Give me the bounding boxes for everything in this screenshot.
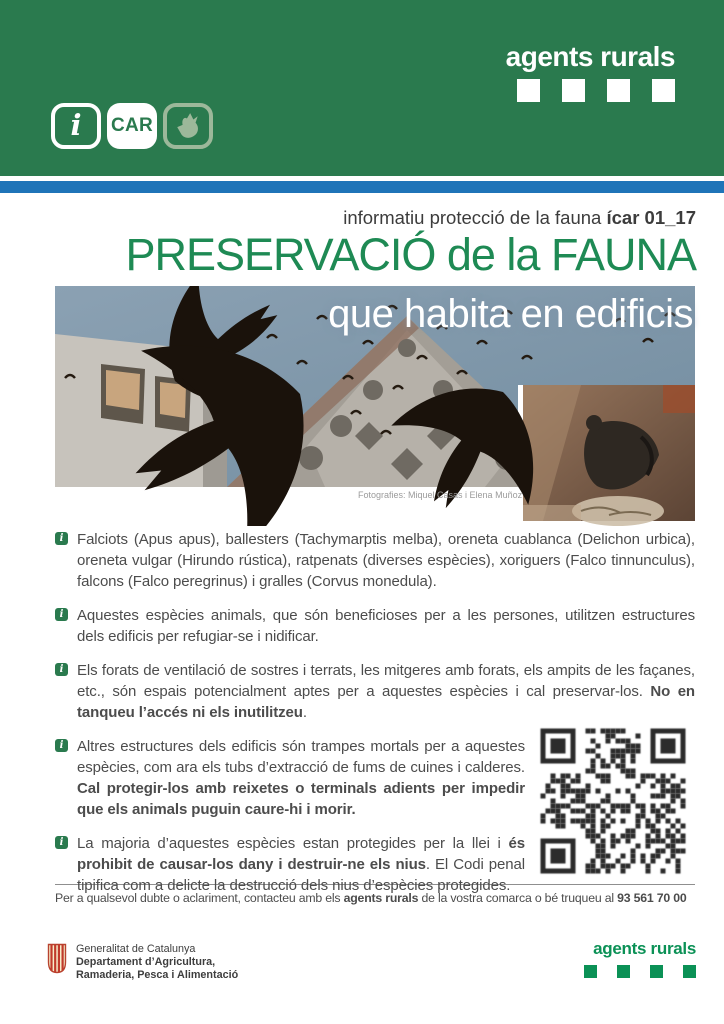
footer-brand-square [617, 965, 630, 978]
gov-line: Generalitat de Catalunya [76, 943, 196, 955]
generalitat-shield-icon [47, 943, 67, 974]
bullet-item [55, 660, 695, 723]
kicker-regular: informatiu protecció de la fauna [343, 207, 607, 228]
text-segment: de la vostra comarca o bé truqueu al [418, 891, 618, 905]
text-segment: és prohibit de causar-los dany i destruir-ne els nius [77, 835, 525, 873]
info-bullet-icon: i [55, 663, 68, 676]
brand-square [607, 79, 630, 102]
brand-squares [517, 79, 675, 102]
bullet-text [77, 833, 525, 896]
bullet-text [77, 736, 525, 820]
brand-square [517, 79, 540, 102]
info-badge-icon: i [51, 103, 101, 149]
gov-line: Departament d’Agricultura, [76, 956, 216, 968]
badge-row [51, 103, 213, 149]
page-title: PRESERVACIÓ de la FAUNA [125, 229, 696, 280]
info-bullet-icon: i [55, 608, 68, 621]
gov-line: Ramaderia, Pesca i Alimentació [76, 969, 239, 981]
footer-brand-square [650, 965, 663, 978]
text-segment: Aquestes espècies animals, que són beneficioses per a les persones, utilitzen estructures dels edificis per refugiar-se i nidificar. [77, 607, 695, 645]
brand-square [562, 79, 585, 102]
text-segment: Cal protegir-los amb reixetes o terminals adients per impedir que els animals puguin caure-hi i morir. [77, 780, 525, 818]
government-logo-block [47, 943, 238, 982]
bullet-item [55, 605, 695, 647]
text-segment: Altres estructures dels edificis són trampes mortals per a aquestes espècies, com ara els tubs d’extracció de fums de cuines i calderes. [77, 738, 525, 776]
brand-title: agents rurals [505, 41, 675, 72]
text-segment: Falciots (Apus apus), ballesters (Tachymarptis melba), oreneta cuablanca (Delichon urbica), oreneta vulgar (Hirundo rústica), ratpenats (diverses espècies), xoriguers (Falco tinnunculus), falcons (Falco peregrinus) i gralles (Corvus monedula). [77, 531, 695, 590]
bullet-text [77, 605, 695, 647]
footer-brand-square [584, 965, 597, 978]
text-segment: . El Codi penal tipifica com a delicte la destrucció dels nius d’espècies protegides. [77, 856, 525, 894]
info-bullet-icon: i [55, 836, 68, 849]
text-segment: agents rurals [343, 891, 419, 905]
footer-brand-block [584, 939, 696, 978]
page-subtitle: que habita en edificis [328, 292, 693, 336]
bullet-item [55, 736, 525, 820]
animal-head-icon [163, 103, 213, 149]
blue-stripe [0, 181, 724, 193]
info-bullet-icon: i [55, 532, 68, 545]
text-segment: Els forats de ventilació de sostres i terrats, les mitgeres amb forats, els ampits de les façanes, etc., són espais potencialment aptes per a aquestes espècies i cal preservar-los. [77, 662, 695, 700]
kicker-code: ícar 01_17 [606, 207, 696, 228]
bullet-list [55, 529, 695, 909]
info-bullet-icon: i [55, 739, 68, 752]
kicker-line [343, 207, 696, 229]
government-text [76, 943, 238, 982]
bullet-text [77, 660, 695, 723]
bullet-item [55, 529, 695, 592]
bullet-text [77, 529, 695, 592]
bullet-item [55, 833, 525, 896]
text-segment: La majoria d’aquestes espècies estan protegides per la llei i [77, 835, 509, 852]
text-segment: Per a qualsevol dubte o aclariment, contacteu amb els [55, 891, 344, 905]
text-segment: No en tanqueu l’accés ni els inutilitzeu [77, 683, 695, 721]
footer-brand-title: agents rurals [593, 939, 696, 958]
footer-brand-square [683, 965, 696, 978]
photo-credit: Fotografies: Miquel Casas i Elena Muñoz [358, 490, 523, 500]
text-segment: 93 561 70 00 [617, 891, 687, 905]
car-badge: CAR [107, 103, 157, 149]
text-segment: . [302, 704, 307, 721]
header-band [0, 0, 724, 176]
brand-square [652, 79, 675, 102]
footer-brand-squares [584, 965, 696, 978]
